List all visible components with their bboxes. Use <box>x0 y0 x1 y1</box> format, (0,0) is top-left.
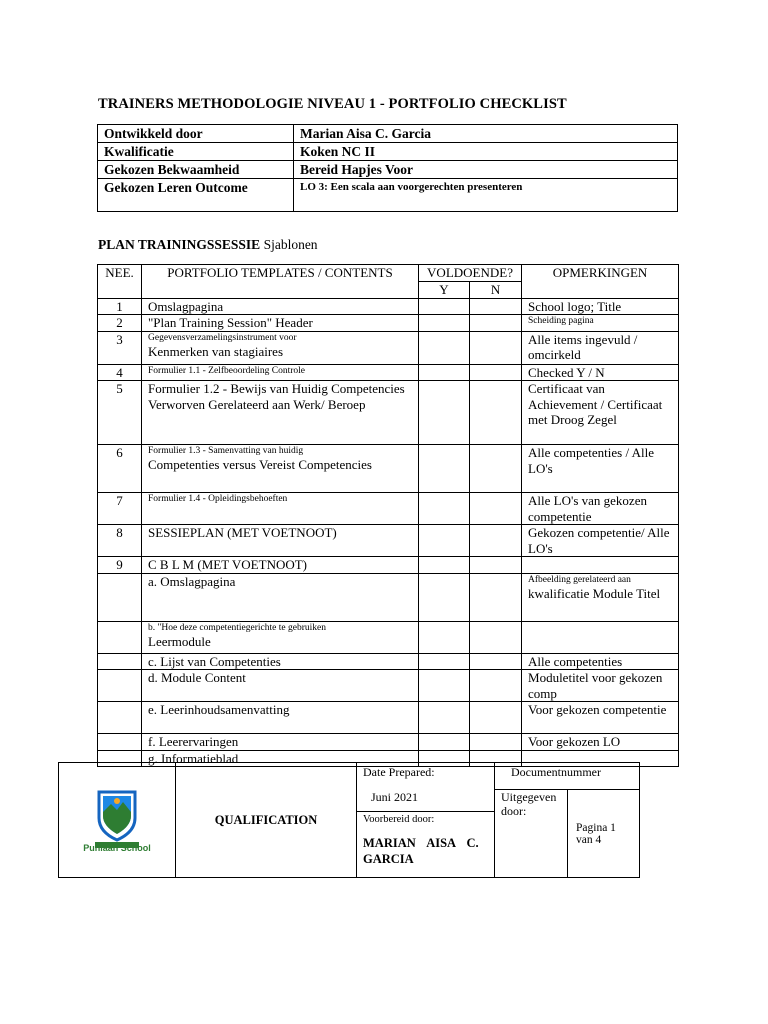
check-n-cell <box>470 445 522 493</box>
plan-title: PLAN TRAININGSSESSIE <box>98 237 261 252</box>
row-number: 6 <box>98 445 142 493</box>
check-n-cell <box>470 702 522 734</box>
row-remark-small: Scheiding pagina <box>528 316 594 326</box>
check-n-cell <box>470 653 522 670</box>
row-content-small: Gegevensverzamelingsinstrument voor <box>148 332 297 343</box>
header-no: NEE. <box>98 265 142 299</box>
check-y-cell <box>419 315 470 332</box>
header-n: N <box>470 282 522 299</box>
row-number <box>98 573 142 621</box>
footer-table <box>58 762 640 878</box>
info-value: Bereid Hapjes Voor <box>294 161 678 179</box>
row-remark <box>522 573 679 621</box>
row-remark-text: Alle items ingevuld / omcirkeld <box>528 331 638 362</box>
table-row <box>98 445 679 493</box>
check-n-cell <box>470 525 522 557</box>
info-value: Marian Aisa C. Garcia <box>294 125 678 143</box>
check-y-cell <box>419 670 470 702</box>
check-n-cell <box>470 573 522 621</box>
row-content-text: d. Module Content <box>148 670 246 685</box>
row-content <box>142 734 419 751</box>
issued-by-label: Uitgegeven door: <box>501 790 557 819</box>
row-remark <box>522 381 679 445</box>
row-remark-text: Alle competenties <box>528 653 623 669</box>
info-label: Kwalificatie <box>98 143 294 161</box>
info-row <box>98 143 678 161</box>
doc-number-label: Documentnummer <box>511 765 601 779</box>
header-templates: PORTFOLIO TEMPLATES / CONTENTS <box>142 265 419 299</box>
check-n-cell <box>470 381 522 445</box>
row-content-text: f. Leerervaringen <box>148 734 239 749</box>
row-remark-text: School logo; Title <box>528 298 622 314</box>
table-row <box>98 298 679 315</box>
doc-number-cell <box>495 763 640 790</box>
check-y-cell <box>419 298 470 315</box>
row-content <box>142 621 419 653</box>
row-content <box>142 557 419 574</box>
plan-table <box>97 264 679 767</box>
info-table <box>97 124 678 212</box>
info-row <box>98 179 678 212</box>
row-remark <box>522 298 679 315</box>
row-number <box>98 702 142 734</box>
row-remark-text: kwalificatie Module Titel <box>528 585 661 601</box>
date-label: Date Prepared: <box>363 765 435 779</box>
check-y-cell <box>419 557 470 574</box>
prepared-by-label: Voorbereid door: <box>363 814 435 826</box>
info-row <box>98 125 678 143</box>
header-row <box>98 265 679 282</box>
check-y-cell <box>419 525 470 557</box>
table-row <box>98 653 679 670</box>
info-label: Gekozen Bekwaamheid <box>98 161 294 179</box>
plan-section-title <box>98 237 318 253</box>
table-row <box>98 525 679 557</box>
row-number: 4 <box>98 364 142 381</box>
check-y-cell <box>419 493 470 525</box>
header-y: Y <box>419 282 470 299</box>
date-cell <box>357 763 495 812</box>
info-label: Ontwikkeld door <box>98 125 294 143</box>
row-content <box>142 364 419 381</box>
row-remark-text: Certificaat van Achievement / Certificaat met Droog Zegel <box>528 381 663 427</box>
row-remark-small: Afbeelding gerelateerd aan <box>528 574 631 585</box>
row-content-text: e. Leerinhoudsamenvatting <box>148 702 290 717</box>
row-content <box>142 315 419 332</box>
row-number <box>98 621 142 653</box>
row-content-text: Kenmerken van stagiaires <box>148 343 284 359</box>
prepared-by-cell <box>357 812 495 878</box>
qualification-cell: QUALIFICATION <box>176 763 357 878</box>
row-number: 9 <box>98 557 142 574</box>
row-remark <box>522 445 679 493</box>
check-n-cell <box>470 364 522 381</box>
plan-body <box>98 298 679 767</box>
prepared-by-value: MARIAN AISA C. GARCIA <box>363 836 479 867</box>
row-number: 8 <box>98 525 142 557</box>
row-number: 2 <box>98 315 142 332</box>
row-remark-text: Voor gekozen competentie <box>528 702 667 717</box>
row-content-text: g. Informatieblad <box>148 750 239 766</box>
row-remark-text: Alle competenties / Alle LO's <box>528 445 655 476</box>
row-remark <box>522 364 679 381</box>
row-content-text: Formulier 1.2 - Bewijs van Huidig Competencies Verworven Gerelateerd aan Werk/ Beroep <box>148 381 405 412</box>
row-content-text: Leermodule <box>148 633 211 649</box>
check-n-cell <box>470 493 522 525</box>
row-content-text: a. Omslagpagina <box>148 573 236 589</box>
row-number <box>98 670 142 702</box>
row-content-text: SESSIEPLAN (MET VOETNOOT) <box>148 525 337 540</box>
row-content <box>142 381 419 445</box>
header-opmerkingen: OPMERKINGEN <box>522 265 679 299</box>
check-y-cell <box>419 702 470 734</box>
check-y-cell <box>419 445 470 493</box>
check-n-cell <box>470 557 522 574</box>
row-content-text: c. Lijst van Competenties <box>148 653 281 669</box>
table-row <box>98 573 679 621</box>
table-row <box>98 493 679 525</box>
table-row <box>98 381 679 445</box>
row-content-small: b. "Hoe deze competentiegerichte te gebruiken <box>148 622 326 633</box>
page-cell: Pagina 1 van 4 <box>568 790 640 878</box>
row-content-small: Formulier 1.4 - Opleidingsbehoeften <box>148 494 288 504</box>
check-y-cell <box>419 734 470 751</box>
row-remark-text: Moduletitel voor gekozen comp <box>528 670 663 701</box>
row-content <box>142 331 419 364</box>
check-n-cell <box>470 621 522 653</box>
logo-text: Punlaan School <box>83 842 151 853</box>
row-remark <box>522 493 679 525</box>
row-content <box>142 653 419 670</box>
row-remark <box>522 621 679 653</box>
check-n-cell <box>470 315 522 332</box>
row-remark-text: Alle LO's van gekozen competentie <box>528 493 647 524</box>
row-content-small: Formulier 1.3 - Samenvatting van huidig <box>148 446 304 456</box>
logo-cell <box>59 763 176 878</box>
info-row <box>98 161 678 179</box>
row-remark-text: Voor gekozen LO <box>528 734 621 749</box>
check-y-cell <box>419 653 470 670</box>
issued-by-cell <box>495 790 568 878</box>
plan-title-suffix: Sjablonen <box>263 237 318 252</box>
table-row <box>98 315 679 332</box>
info-value: Koken NC II <box>294 143 678 161</box>
table-row <box>98 621 679 653</box>
row-remark-text: Gekozen competentie/ Alle LO's <box>528 525 670 556</box>
check-y-cell <box>419 573 470 621</box>
table-row <box>98 557 679 574</box>
row-number: 3 <box>98 331 142 364</box>
row-content <box>142 702 419 734</box>
date-value: Juni 2021 <box>371 790 419 804</box>
row-remark <box>522 702 679 734</box>
row-remark <box>522 653 679 670</box>
row-remark <box>522 525 679 557</box>
table-row <box>98 702 679 734</box>
document-title: TRAINERS METHODOLOGIE NIVEAU 1 - PORTFOLIO CHECKLIST <box>98 96 567 112</box>
table-row <box>98 670 679 702</box>
row-number <box>98 653 142 670</box>
info-label: Gekozen Leren Outcome <box>98 179 294 212</box>
row-remark <box>522 734 679 751</box>
table-row <box>98 331 679 364</box>
row-content-text: C B L M (MET VOETNOOT) <box>148 557 308 572</box>
row-remark <box>522 331 679 364</box>
row-content <box>142 573 419 621</box>
row-remark <box>522 670 679 702</box>
check-y-cell <box>419 381 470 445</box>
row-content <box>142 493 419 525</box>
row-content-text: "Plan Training Session" Header <box>148 315 313 330</box>
row-number <box>98 734 142 751</box>
check-n-cell <box>470 331 522 364</box>
check-n-cell <box>470 734 522 751</box>
row-content-text: Omslagpagina <box>148 298 224 314</box>
row-remark <box>522 557 679 574</box>
row-number: 7 <box>98 493 142 525</box>
row-remark <box>522 315 679 332</box>
check-n-cell <box>470 670 522 702</box>
header-voldoende: VOLDOENDE? <box>419 265 522 282</box>
row-number: 5 <box>98 381 142 445</box>
info-value: LO 3: Een scala aan voorgerechten presenteren <box>294 179 678 212</box>
row-content <box>142 445 419 493</box>
row-content-small: Formulier 1.1 - Zelfbeoordeling Controle <box>148 365 305 376</box>
row-content <box>142 670 419 702</box>
row-content-text: Competenties versus Vereist Competencies <box>148 457 372 472</box>
row-content <box>142 298 419 315</box>
check-y-cell <box>419 331 470 364</box>
row-remark-text: Checked Y / N <box>528 364 605 380</box>
check-y-cell <box>419 621 470 653</box>
table-row <box>98 734 679 751</box>
check-n-cell <box>470 298 522 315</box>
row-content <box>142 525 419 557</box>
check-y-cell <box>419 364 470 381</box>
table-row <box>98 364 679 381</box>
row-number: 1 <box>98 298 142 315</box>
